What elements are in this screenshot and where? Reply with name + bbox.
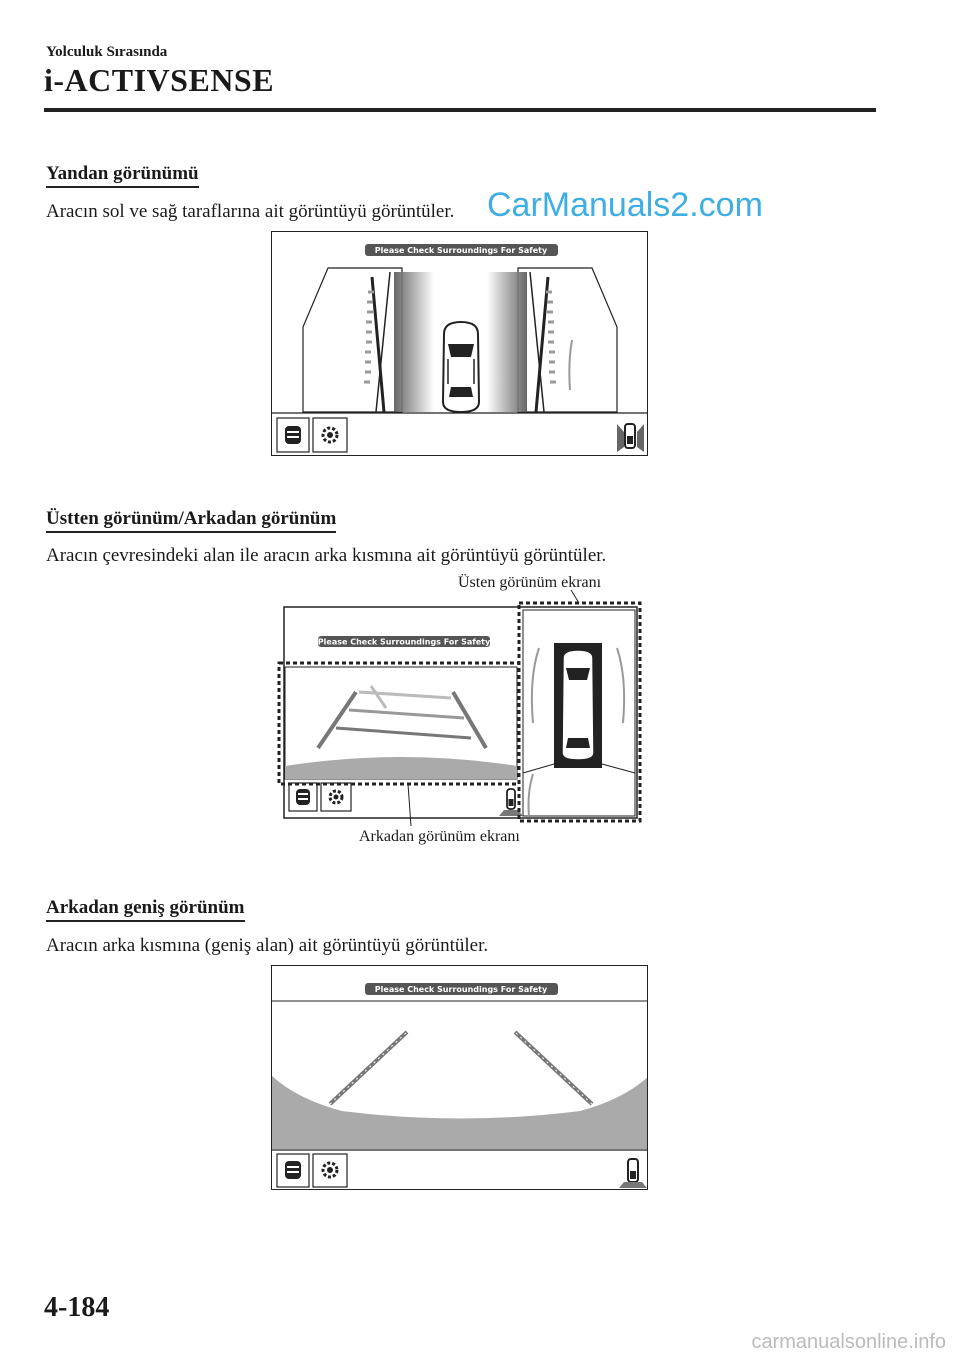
right-camera-view (518, 268, 617, 412)
car-top-view (443, 322, 479, 412)
top-rear-view-figure (271, 588, 651, 828)
settings-button[interactable] (313, 418, 347, 452)
chapter-label: Yolculuk Sırasında (46, 44, 168, 60)
footer-watermark: carmanualsonline.info (751, 1331, 946, 1353)
section-title-wide-rear-view: Arkadan geniş görünüm (46, 897, 245, 922)
svg-text:Please Check Surroundings For: Please Check Surroundings For Safety (374, 985, 548, 994)
section-desc-side-view: Aracın sol ve sağ taraflarına ait görüntüyü görüntüler. (46, 201, 455, 222)
settings-button[interactable] (313, 1154, 347, 1187)
wide-camera-view (272, 1032, 648, 1149)
section-title-side-view: Yandan görünümü (46, 163, 199, 188)
section-desc-top-rear-view: Aracın çevresindeki alan ile aracın arka kısmına ait görüntüyü görüntüler. (46, 545, 607, 566)
view-switch-button[interactable] (289, 783, 317, 811)
side-view-screen (271, 231, 648, 456)
top-view-leader-line (571, 590, 579, 603)
view-switch-icon (285, 1161, 301, 1179)
top-rear-view-banner (318, 636, 491, 647)
caption-top-view-screen: Üsten görünüm ekranı (458, 574, 602, 591)
left-camera-view (303, 268, 402, 412)
view-switch-icon (296, 789, 310, 805)
caption-rear-view-screen: Arkadan görünüm ekranı (359, 828, 520, 845)
wide-rear-view-banner (365, 983, 558, 995)
section-desc-wide-rear-view: Aracın arka kısmına (geniş alan) ait görüntüyü görüntüler. (46, 935, 489, 956)
wide-rear-view-screen (271, 965, 648, 1190)
side-view-banner (365, 244, 558, 256)
svg-text:Please Check Surroundings For: Please Check Surroundings For Safety (374, 246, 548, 255)
top-view-area (523, 610, 635, 816)
rear-view-area (285, 667, 517, 779)
car-camera-icon[interactable] (617, 424, 644, 452)
view-switch-button[interactable] (277, 1154, 309, 1187)
header-divider (44, 108, 876, 112)
section-title-top-rear-view: Üstten görünüm/Arkadan görünüm (46, 508, 336, 533)
svg-text:Please Check Surroundings For: Please Check Surroundings For Safety (317, 637, 491, 647)
car-camera-icon[interactable] (619, 1159, 647, 1188)
page-number: 4-184 (44, 1292, 110, 1323)
page-title: i-ACTIVSENSE (44, 62, 275, 98)
settings-button[interactable] (321, 783, 351, 811)
view-switch-button[interactable] (277, 418, 309, 452)
watermark-logo: CarManuals2.com (487, 186, 763, 224)
view-switch-icon (285, 426, 301, 444)
